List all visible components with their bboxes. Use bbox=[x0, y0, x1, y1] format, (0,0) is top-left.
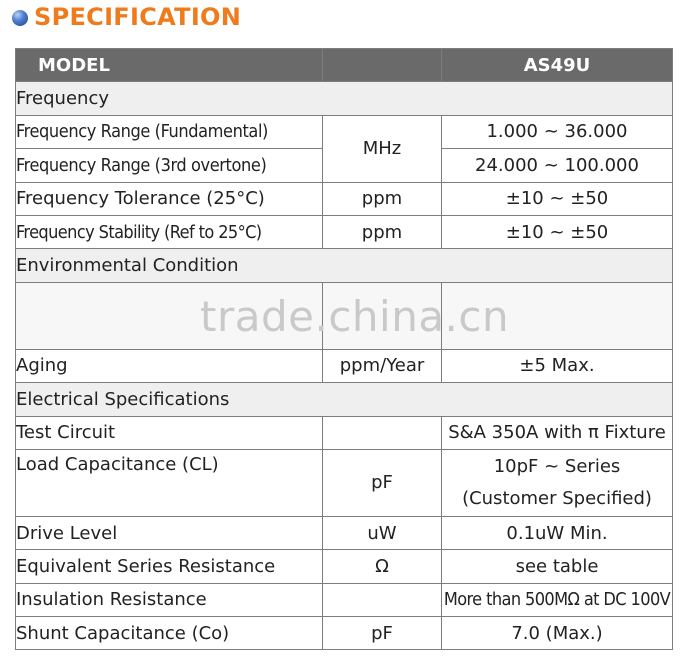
value-cell: ±10 ~ ±50 bbox=[442, 215, 673, 248]
unit-cell: ppm/Year bbox=[323, 349, 442, 382]
specification-table bbox=[15, 48, 673, 650]
unit-cell bbox=[323, 583, 442, 616]
param-label: Insulation Resistance bbox=[16, 583, 323, 616]
param-label: Equivalent Series Resistance bbox=[16, 550, 323, 583]
table-header-row bbox=[16, 49, 673, 82]
param-label: Aging bbox=[16, 349, 323, 382]
table-row bbox=[16, 349, 673, 382]
section-label: Environmental Condition bbox=[16, 249, 673, 282]
table-row bbox=[16, 182, 673, 215]
param-label: Frequency Range (Fundamental) bbox=[16, 115, 323, 148]
param-label: Drive Level bbox=[16, 516, 323, 549]
unit-cell: MHz bbox=[323, 115, 442, 182]
value-cell: 24.000 ~ 100.000 bbox=[442, 149, 673, 182]
value-line-2: (Customer Specified) bbox=[462, 487, 652, 509]
param-label: Load Capacitance (CL) bbox=[16, 449, 323, 516]
unit-cell bbox=[323, 416, 442, 449]
value-cell: ±5 Max. bbox=[442, 349, 673, 382]
value-cell: 0.1uW Min. bbox=[442, 516, 673, 549]
section-label: Electrical Specifications bbox=[16, 383, 673, 416]
value-cell: ±10 ~ ±50 bbox=[442, 182, 673, 215]
param-label: Frequency Range (3rd overtone) bbox=[16, 149, 323, 182]
column-header-model: MODEL bbox=[16, 49, 323, 82]
section-label: Frequency bbox=[16, 82, 673, 115]
value-cell: 7.0 (Max.) bbox=[442, 617, 673, 650]
table-row bbox=[16, 115, 673, 148]
unit-cell: pF bbox=[323, 617, 442, 650]
title-bar bbox=[12, 2, 241, 32]
table-row bbox=[16, 416, 673, 449]
page-title: SPECIFICATION bbox=[34, 3, 242, 31]
table-row bbox=[16, 449, 673, 516]
unit-cell: uW bbox=[323, 516, 442, 549]
value-cell: 1.000 ~ 36.000 bbox=[442, 115, 673, 148]
table-row-obscured bbox=[16, 282, 673, 349]
column-header-as49u: AS49U bbox=[442, 49, 673, 82]
value-cell: see table bbox=[442, 550, 673, 583]
param-label: Frequency Stability (Ref to 25°C) bbox=[16, 215, 323, 248]
table-row bbox=[16, 617, 673, 650]
value-cell: More than 500MΩ at DC 100V bbox=[442, 583, 673, 616]
blue-sphere-bullet-icon bbox=[12, 10, 28, 26]
value-cell: S&A 350A with π Fixture bbox=[442, 416, 673, 449]
obscured-cell bbox=[16, 282, 323, 349]
value-line-1: 10pF ~ Series bbox=[493, 455, 621, 477]
param-label: Frequency Tolerance (25°C) bbox=[16, 182, 323, 215]
value-cell bbox=[442, 449, 673, 516]
section-row-frequency bbox=[16, 82, 673, 115]
section-row-electrical bbox=[16, 383, 673, 416]
watermark: trade.china.cn bbox=[200, 292, 510, 341]
table-row bbox=[16, 516, 673, 549]
table-row bbox=[16, 215, 673, 248]
unit-cell: Ω bbox=[323, 550, 442, 583]
unit-cell: pF bbox=[323, 449, 442, 516]
unit-cell: ppm bbox=[323, 215, 442, 248]
obscured-cell bbox=[323, 282, 442, 349]
obscured-cell bbox=[442, 282, 673, 349]
unit-cell: ppm bbox=[323, 182, 442, 215]
param-label: Test Circuit bbox=[16, 416, 323, 449]
param-label: Shunt Capacitance (Co) bbox=[16, 617, 323, 650]
table-row bbox=[16, 583, 673, 616]
table-row bbox=[16, 550, 673, 583]
section-row-environmental bbox=[16, 249, 673, 282]
column-header-unit bbox=[323, 49, 442, 82]
